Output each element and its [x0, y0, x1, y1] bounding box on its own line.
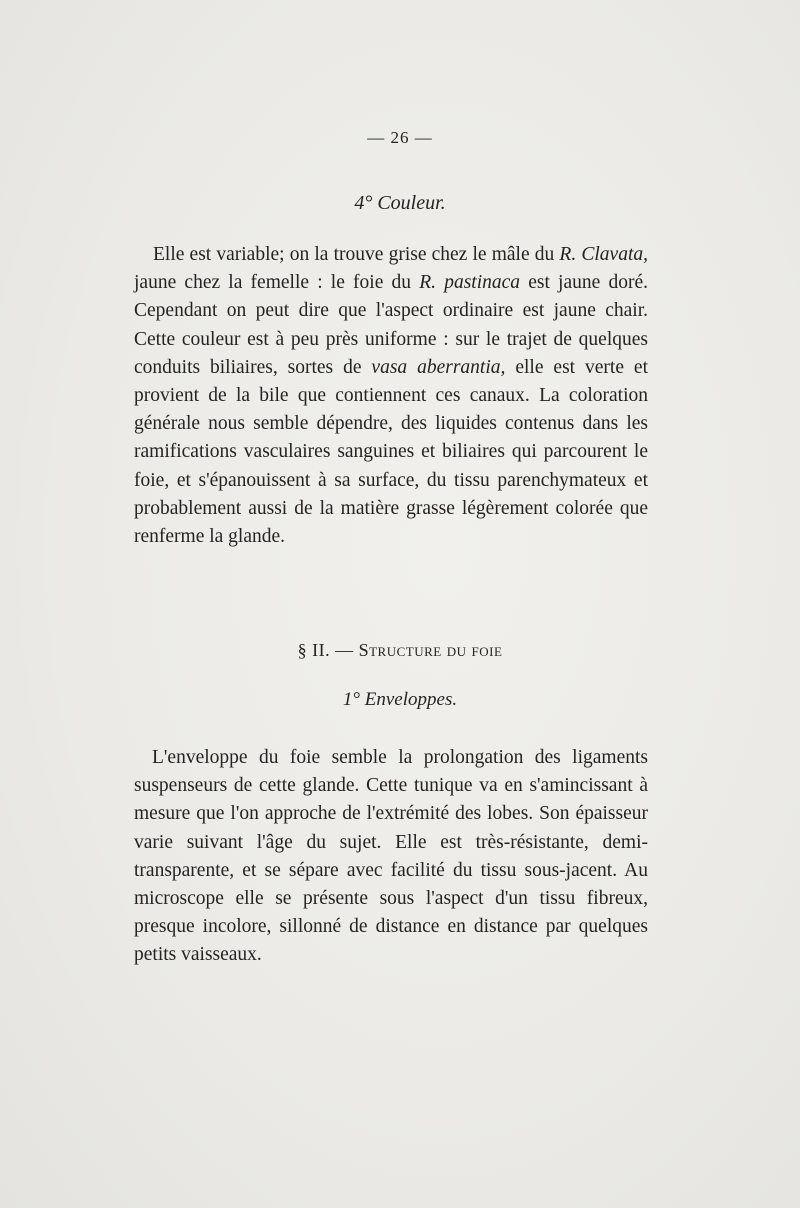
text-run: Elle est variable; on la trouve grise chez le mâle du	[153, 244, 560, 265]
italic-term: R. pastinaca	[419, 272, 521, 294]
text-run: est jaune doré. Cependant on peut dire que l'aspect ordinaire est jaune chair. Cette couleur est à peu près uniforme : sur le trajet de quelques conduits biliaires, sortes de	[134, 272, 648, 378]
text-run: jaune chez la femelle : le foie du	[134, 272, 420, 294]
sub-subsection-title: 1° Enveloppes.	[342, 689, 458, 710]
section-heading: § II. — Structure du foie	[297, 640, 503, 660]
subsection-title: 4° Couleur.	[354, 192, 446, 214]
italic-term: vasa aberrantia,	[371, 356, 506, 378]
text-run: elle est verte et provient de la bile que contiennent ces canaux. La coloration générale nous semble dépendre, des liquides contenus dans les ramifications vasculaires sanguines et biliaires qui parcourent le foie, et s'épanouissent à sa surface, du tissu parenchymateux et probablement aussi de la matière grasse légèrement colorée que renferme la glande.	[134, 356, 649, 548]
page-number: — 26 —	[367, 128, 433, 147]
italic-term: R. Clavata,	[559, 244, 648, 265]
paragraph-enveloppes: L'enveloppe du foie semble la prolongation des ligaments suspenseurs de cette glande. Cette tunique va en s'amincissant à mesure que l'on approche de l'extrémité des lobes. Son épaisseur varie suivant l'âge du sujet. Elle est très-résistante, demi-transparente, et se sépare avec facilité du tissu sous-jacent. Au microscope elle se présente sous l'aspect d'un tissu fibreux, presque incolore, sillonné de distance en distance par quelques petits vaisseaux.	[134, 747, 648, 966]
paragraph-couleur	[134, 241, 648, 551]
